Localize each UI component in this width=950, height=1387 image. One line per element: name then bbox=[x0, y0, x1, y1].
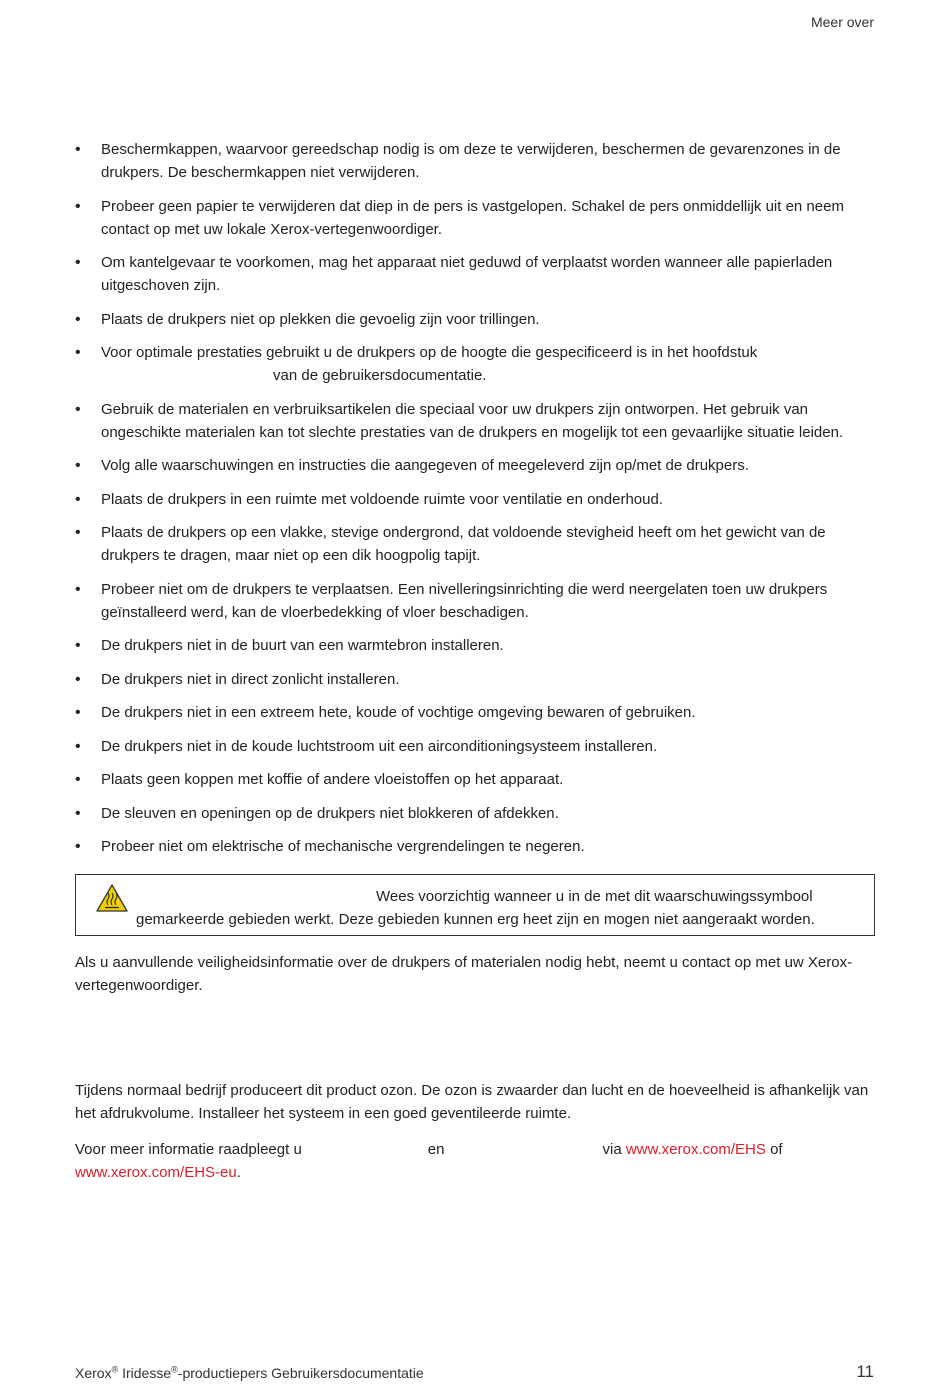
ozone-info-text: Voor meer informatie raadpleegt u bbox=[75, 1141, 302, 1158]
bullet-text: De drukpers niet in direct zonlicht installeren. bbox=[101, 670, 400, 688]
list-item bbox=[75, 195, 875, 241]
registered-mark: ® bbox=[111, 1364, 119, 1375]
warning-text-line1: Wees voorzichtig wanneer u in de met dit waarschuwingssymbool bbox=[376, 888, 813, 905]
bullet-text: Om kantelgevaar te voorkomen, mag het apparaat niet geduwd of verplaatst worden wanneer alle papierladen uitgeschoven zijn. bbox=[101, 254, 833, 294]
hot-surface-warning-box bbox=[75, 874, 875, 936]
bullet-text: Probeer niet om de drukpers te verplaatsen. Een nivelleringsinrichting die werd neergelaten toen uw drukpers geïnstalleerd werd, kan de vloerbedekking of vloer beschadigen. bbox=[101, 580, 828, 621]
footer-product: Iridesse bbox=[122, 1365, 172, 1381]
list-item bbox=[75, 835, 875, 858]
safety-bullet-list bbox=[75, 138, 875, 858]
page-content bbox=[75, 138, 875, 1184]
ehs-link[interactable]: www.xerox.com/EHS bbox=[625, 1141, 766, 1158]
bullet-text: Volg alle waarschuwingen en instructies die aangegeven of meegeleverd zijn op/met de drukpers. bbox=[101, 457, 749, 474]
registered-mark: ® bbox=[171, 1364, 178, 1375]
bullet-text-tail: van de gebruikersdocumentatie. bbox=[273, 367, 487, 384]
bullet-text: Gebruik de materialen en verbruiksartikelen die speciaal voor uw drukpers zijn ontworpen. Het gebruik van ongeschikte materialen kan tot slechte prestaties van de drukpers en mogelijk tot een gevaarlijke situatie leiden. bbox=[101, 400, 844, 441]
list-item bbox=[75, 634, 875, 657]
bullet-text: Plaats de drukpers op een vlakke, stevige ondergrond, dat voldoende stevigheid heeft om het gewicht van de drukpers te dragen, maar niet op een dik hoogpolig tapijt. bbox=[101, 524, 826, 564]
bullet-text: De drukpers niet in een extreem hete, koude of vochtige omgeving bewaren of gebruiken. bbox=[101, 704, 696, 721]
list-item bbox=[75, 768, 875, 791]
page-header-section: Meer over bbox=[810, 14, 874, 30]
footer-title bbox=[75, 1365, 424, 1381]
ozone-info-text: of bbox=[770, 1141, 783, 1158]
bullet-text: Beschermkappen, waarvoor gereedschap nodig is om deze te verwijderen, beschermen de gevarenzones in de drukpers. De beschermkappen niet verwijderen. bbox=[101, 141, 841, 181]
ozone-info-text: . bbox=[236, 1164, 241, 1181]
bullet-text: Plaats de drukpers niet op plekken die gevoelig zijn voor trillingen. bbox=[101, 310, 540, 328]
bullet-text: Plaats de drukpers in een ruimte met voldoende ruimte voor ventilatie en onderhoud. bbox=[101, 490, 663, 508]
warning-text-line2: gemarkeerde gebieden werkt. Deze gebieden kunnen erg heet zijn en mogen niet aangeraakt worden. bbox=[136, 911, 815, 928]
list-item bbox=[75, 251, 875, 297]
list-item bbox=[75, 308, 875, 331]
ozone-paragraph: Tijdens normaal bedrijf produceert dit product ozon. De ozon is zwaarder dan lucht en de hoeveelheid is afhankelijk van het afdrukvolume. Installeer het systeem in een goed geventileerde ruimte. bbox=[75, 1082, 869, 1122]
bullet-text: Probeer geen papier te verwijderen dat diep in de pers is vastgelopen. Schakel de pers onmiddellijk uit en neem contact op met uw lokale Xerox-vertegenwoordiger. bbox=[101, 197, 844, 238]
page-number: 11 bbox=[856, 1362, 874, 1381]
list-item bbox=[75, 668, 875, 691]
list-item bbox=[75, 735, 875, 758]
list-item bbox=[75, 802, 875, 825]
list-item bbox=[75, 398, 875, 444]
ozone-section bbox=[75, 1079, 875, 1184]
list-item bbox=[75, 138, 875, 184]
list-item bbox=[75, 701, 875, 724]
bullet-text: De drukpers niet in de koude luchtstroom uit een airconditioningsysteem installeren. bbox=[101, 737, 658, 755]
hot-surface-warning-icon bbox=[96, 884, 128, 912]
bullet-text: Plaats geen koppen met koffie of andere vloeistoffen op het apparaat. bbox=[101, 771, 564, 788]
bullet-text: De drukpers niet in de buurt van een warmtebron installeren. bbox=[101, 637, 504, 654]
list-item bbox=[75, 454, 875, 477]
list-item bbox=[75, 488, 875, 511]
ehs-eu-link[interactable]: www.xerox.com/EHS-eu bbox=[75, 1164, 237, 1181]
list-item bbox=[75, 521, 875, 567]
page-footer bbox=[75, 1362, 874, 1381]
ozone-info-text: via bbox=[602, 1141, 622, 1158]
list-item bbox=[75, 578, 875, 624]
bullet-text: De sleuven en openingen op de drukpers niet blokkeren of afdekken. bbox=[101, 804, 559, 822]
ozone-info-text: en bbox=[427, 1141, 445, 1158]
footer-brand: Xerox bbox=[75, 1365, 112, 1381]
additional-safety-paragraph: Als u aanvullende veiligheidsinformatie over de drukpers of materialen nodig hebt, neemt u contact op met uw Xerox-vertegenwoordiger. bbox=[75, 954, 853, 994]
list-item bbox=[75, 341, 875, 387]
ozone-info-paragraph bbox=[75, 1138, 875, 1184]
bullet-text: Probeer niet om elektrische of mechanische vergrendelingen te negeren. bbox=[101, 838, 585, 855]
bullet-text: Voor optimale prestaties gebruikt u de drukpers op de hoogte die gespecificeerd is in het hoofdstuk bbox=[101, 344, 758, 361]
footer-title-rest: -productiepers Gebruikersdocumentatie bbox=[177, 1365, 424, 1381]
